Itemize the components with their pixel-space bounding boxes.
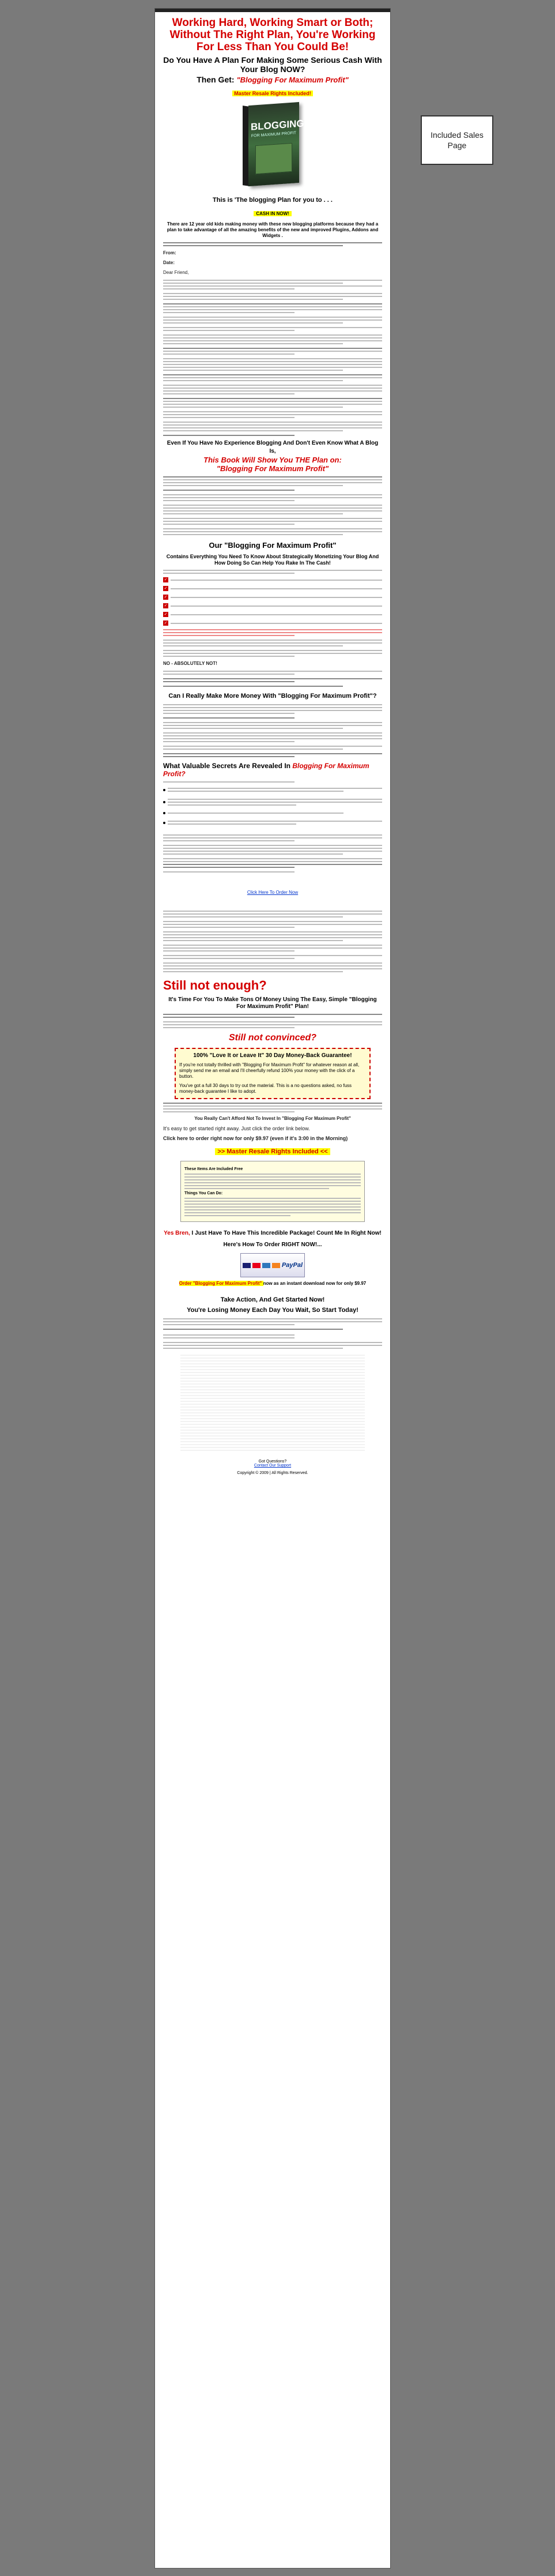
check-icon: ✓: [164, 612, 168, 616]
make-more-heading: Can I Really Make More Money With "Blogging For Maximum Profit"?: [168, 693, 377, 700]
pre-close-body: [163, 911, 382, 972]
guarantee-body-1: If you're not totally thrilled with "Blogging For Maximum Profit" for whatever reason at all, simply send me an email and I'll cheerfully refund 100% your money with the click of a button.: [179, 1062, 360, 1079]
footer-questions: Got Questions?: [258, 1460, 287, 1464]
included-sales-page-label: Included Sales Page: [431, 130, 484, 150]
mid-heading-line3: "Blogging For Maximum Profit": [216, 464, 329, 473]
cash-now-label: CASH IN NOW!: [254, 211, 291, 216]
letter-lines-a: [163, 242, 382, 246]
order-yes-text: [163, 1230, 382, 1237]
ebook-subtitle: FOR MAXIMUM PROFIT: [251, 131, 297, 138]
intro-heading: This is 'The blogging Plan for you to . . .: [213, 197, 333, 204]
product-heading-title: Our "Blogging For Maximum Profit": [209, 541, 337, 550]
letter-lines-l: [163, 398, 382, 408]
bonus-heading-things: Things You Can Do:: [184, 1191, 223, 1195]
easy-text: It's easy to get started right away. Just click the order link below.: [163, 1126, 310, 1131]
bullet-icon: [163, 801, 165, 803]
letter-from: From:: [163, 250, 176, 255]
time-heading: It's Time For You To Make Tons Of Money Using The Easy, Simple "Blogging For Maximum Profit" Plan!: [168, 996, 377, 1010]
product-headline-name: "Blogging For Maximum Profit": [236, 76, 349, 84]
ebook-title: BLOGGING: [251, 118, 304, 133]
order-now-link[interactable]: Click Here To Order Now: [247, 890, 299, 895]
visa-card-icon: [243, 1263, 251, 1268]
mrr-included-row: [163, 1146, 382, 1156]
mrr-included-label: >> Master Resale Rights Included <<: [215, 1148, 330, 1155]
bonus-heading-items: These Items Are Included Free: [184, 1167, 243, 1171]
letter-lines-c: [163, 293, 382, 300]
letter-lines-e: [163, 317, 382, 324]
cash-now-row: [163, 208, 382, 218]
list-item: [163, 586, 382, 591]
time-body: [163, 1014, 382, 1028]
secrets-heading-prefix: What Valuable Secrets Are Revealed In: [163, 762, 293, 770]
letter-lines-o: [163, 435, 382, 436]
letter-lines-d: [163, 303, 382, 313]
secrets-list: [163, 781, 382, 873]
list-item: [163, 797, 382, 807]
still-not-enough-heading: Still not enough?: [163, 978, 267, 992]
ebook-cover-picture: [255, 143, 292, 174]
list-item: [163, 819, 382, 826]
list-item: [163, 577, 382, 582]
letter-lines-f: [163, 327, 382, 331]
closing-heading-1: Take Action, And Get Started Now!: [220, 1296, 325, 1303]
secrets-heading-product: Blogging For Maximum Profit?: [163, 762, 369, 778]
order-yes-rest: I Just Have To Have This Incredible Package! Count Me In Right Now!: [190, 1230, 382, 1236]
amex-card-icon: [262, 1263, 270, 1268]
letter-lines-n: [163, 422, 382, 431]
letter-lines-h: [163, 348, 382, 355]
order-how-text: Here's How To Order RIGHT NOW!...: [223, 1242, 322, 1248]
paypal-buy-button[interactable]: [240, 1253, 305, 1277]
footer: [163, 1460, 382, 1475]
letter-lines-m: [163, 411, 382, 418]
closing-heading-2: You're Losing Money Each Day You Wait, So Start Today!: [187, 1307, 358, 1314]
check-icon: ✓: [164, 586, 168, 591]
list-item: [163, 603, 382, 608]
main-headline: Working Hard, Working Smart or Both; Without The Right Plan, You're Working For Less Than You Could Be!: [169, 17, 376, 53]
check-icon: ✓: [164, 621, 168, 625]
guarantee-body-2: You've got a full 30 days to try out the material. This is a no questions asked, no fuss money-back guarantee I like to adopt.: [179, 1083, 352, 1094]
footer-copyright: Copyright © 2009 | All Rights Reserved.: [237, 1471, 308, 1475]
secrets-heading: [163, 762, 382, 778]
mid-heading-line2: This Book Will Show You THE Plan on:: [203, 456, 342, 464]
check-icon: ✓: [164, 595, 168, 599]
price-text: Click here to order right now for only $9.97 (even if it's 3:00 in the Morning): [163, 1135, 348, 1141]
letter-date: Date:: [163, 260, 175, 265]
letter-lines-b: [163, 280, 382, 289]
closing-body: [163, 1318, 382, 1349]
intro-subhead: There are 12 year old kids making money with these new blogging platforms because they had a plan to take advantage of all the amazing benefits of the new and improved Plugins, Addons and Widgets .: [167, 221, 379, 238]
list-item: [163, 786, 382, 794]
check-icon: ✓: [164, 578, 168, 582]
mid-heading: [163, 439, 382, 473]
mrr-badge-row: [163, 88, 382, 98]
mrr-badge: Master Resale Rights Included!: [232, 91, 313, 96]
product-headline-prefix: Then Get:: [197, 75, 237, 84]
discover-card-icon: [272, 1263, 280, 1268]
mid-heading-line1: Even If You Have No Experience Blogging And Don't Even Know What A Blog Is,: [167, 440, 379, 454]
letter-lines-g: [163, 334, 382, 344]
mastercard-icon: [252, 1263, 260, 1268]
order-note-product: Order "Blogging For Maximum Profit": [179, 1281, 263, 1286]
letter-lines-i: [163, 358, 382, 371]
order-note-rest: now as an instant download now for only $9.97: [263, 1281, 367, 1286]
check-icon: ✓: [164, 604, 168, 608]
included-sales-page-badge: [421, 115, 493, 165]
bullet-icon: [163, 822, 165, 824]
letter-lines-k: [163, 385, 382, 394]
letter-intro: [163, 242, 382, 436]
faded-bottom-text: [180, 1355, 365, 1453]
sub-headline: Do You Have A Plan For Making Some Serious Cash With Your Blog NOW?: [163, 55, 382, 74]
benefits-list: [163, 570, 382, 687]
paypal-logo: PayPal: [281, 1262, 303, 1269]
no-brainer-text: NO - ABSOLUTELY NOT!: [163, 661, 217, 666]
list-item: [163, 621, 382, 626]
guarantee-title: 100% "Love It or Leave It" 30 Day Money-Back Guarantee!: [193, 1052, 352, 1059]
contact-support-link[interactable]: Contact Our Support: [254, 1464, 292, 1468]
still-not-convinced-heading: Still not convinced?: [228, 1033, 316, 1043]
letter-lines-j: [163, 374, 382, 381]
product-headline: [163, 75, 382, 84]
order-link-row: [163, 886, 382, 897]
make-more-body: [163, 704, 382, 757]
letter-greeting: Dear Friend,: [163, 270, 189, 275]
list-item: [163, 612, 382, 617]
list-item: [163, 811, 382, 815]
page-top-bar: [155, 9, 390, 12]
order-note: [163, 1281, 382, 1286]
ebook-cover-image: [238, 104, 307, 190]
cta-body: [163, 1103, 382, 1141]
mid-body: [163, 476, 382, 535]
sales-page: [154, 8, 391, 2569]
risk-text: You Really Can't Afford Not To Invest In "Blogging For Maximum Profit": [194, 1116, 351, 1121]
guarantee-box: [175, 1048, 371, 1099]
bullet-icon: [163, 812, 165, 814]
product-heading-sub: Contains Everything You Need To Know About Strategically Monetizing Your Blog And How Doing So Can Help You Rake In The Cash!: [166, 554, 379, 566]
order-yes-name: Yes Bren,: [164, 1230, 190, 1236]
bonus-box: [180, 1161, 365, 1222]
list-item: [163, 595, 382, 600]
bullet-icon: [163, 789, 165, 791]
